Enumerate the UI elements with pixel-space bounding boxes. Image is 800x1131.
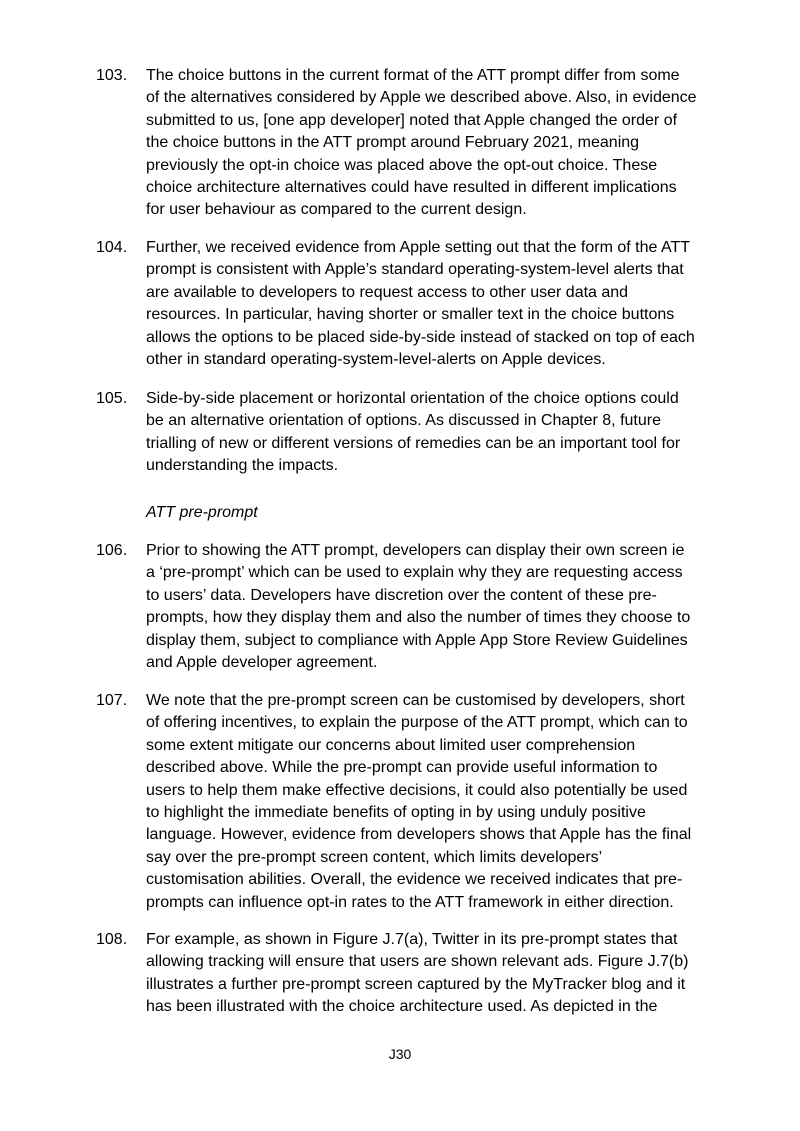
paragraph-line: to users’ data. Developers have discretion over the content of these pre- xyxy=(146,586,657,604)
paragraph-body xyxy=(146,690,691,914)
paragraph-line: say over the pre-prompt screen content, which limits developers’ xyxy=(146,848,603,866)
paragraph-line: some extent mitigate our concerns about limited user comprehension xyxy=(146,736,636,754)
paragraph-number: 104. xyxy=(96,239,128,256)
paragraph-line: a ‘pre-prompt’ which can be used to explain why they are requesting access xyxy=(146,564,683,582)
paragraph-line: allows the options to be placed side-by-side instead of stacked on top of each xyxy=(146,328,695,346)
paragraph-line: users to help them make effective decisions, it could also potentially be used xyxy=(146,781,688,799)
paragraph-line: choice architecture alternatives could have resulted in different implications xyxy=(146,179,677,197)
paragraph-line: be an alternative orientation of options. As discussed in Chapter 8, future xyxy=(146,412,661,430)
paragraph-body xyxy=(146,540,690,674)
paragraph-line: prompts can influence opt-in rates to the ATT framework in either direction. xyxy=(146,893,674,911)
paragraph-number: 105. xyxy=(96,390,128,407)
paragraph-line: of the alternatives considered by Apple we described above. Also, in evidence xyxy=(146,89,697,107)
paragraph-line: display them, subject to compliance with Apple App Store Review Guidelines xyxy=(146,631,688,649)
paragraph-number: 107. xyxy=(96,692,128,709)
paragraph-number: 103. xyxy=(96,67,128,84)
paragraph-line: to highlight the immediate benefits of opting in by using unduly positive xyxy=(146,804,646,822)
paragraph-body xyxy=(146,237,695,371)
paragraph-number: 108. xyxy=(96,931,128,948)
paragraph-number: 106. xyxy=(96,542,128,559)
paragraph-line: resources. In particular, having shorter or smaller text in the choice buttons xyxy=(146,306,675,324)
paragraph-line: submitted to us, [one app developer] noted that Apple changed the order of xyxy=(146,111,678,129)
paragraph-line: Further, we received evidence from Apple setting out that the form of the ATT xyxy=(146,239,690,256)
section-subheading: ATT pre-prompt xyxy=(146,504,258,521)
paragraph-line: illustrates a further pre-prompt screen captured by the MyTracker blog and it xyxy=(146,975,686,993)
paragraph-line: for user behaviour as compared to the current design. xyxy=(146,201,527,219)
paragraph-line: previously the opt-in choice was placed above the opt-out choice. These xyxy=(146,156,658,174)
paragraph-line: and Apple developer agreement. xyxy=(146,654,378,672)
paragraph-line: For example, as shown in Figure J.7(a), Twitter in its pre-prompt states that xyxy=(146,931,678,948)
paragraph-line: allowing tracking will ensure that users are shown relevant ads. Figure J.7(b) xyxy=(146,953,689,971)
paragraph-line: of offering incentives, to explain the purpose of the ATT prompt, which can to xyxy=(146,714,688,732)
paragraph-line: trialling of new or different versions of remedies can be an important tool for xyxy=(146,434,681,452)
paragraph-line: language. However, evidence from developers shows that Apple has the final xyxy=(146,826,692,844)
paragraph-line: understanding the impacts. xyxy=(146,457,339,475)
paragraph-line: has been illustrated with the choice architecture used. As depicted in the xyxy=(146,998,658,1016)
paragraph-body xyxy=(146,65,697,222)
paragraph-line: Side-by-side placement or horizontal orientation of the choice options could xyxy=(146,390,679,407)
paragraph-body xyxy=(146,388,680,478)
paragraph-line: described above. While the pre-prompt can provide useful information to xyxy=(146,759,658,777)
paragraph-body xyxy=(146,929,688,1019)
paragraph-line: are available to developers to request access to other user data and xyxy=(146,283,629,301)
paragraph-line: Prior to showing the ATT prompt, developers can display their own screen ie xyxy=(146,542,685,559)
paragraph-line: prompts, how they display them and also the number of times they choose to xyxy=(146,609,691,627)
paragraph-line: The choice buttons in the current format of the ATT prompt differ from some xyxy=(146,67,680,84)
paragraph-line: customisation abilities. Overall, the evidence we received indicates that pre- xyxy=(146,871,683,889)
paragraph-line: prompt is consistent with Apple’s standard operating-system-level alerts that xyxy=(146,261,684,279)
paragraph-line: other in standard operating-system-level-alerts on Apple devices. xyxy=(146,351,606,369)
paragraph-line: We note that the pre-prompt screen can be customised by developers, short xyxy=(146,692,685,709)
page-number: J30 xyxy=(388,1046,412,1062)
paragraph-line: the choice buttons in the ATT prompt around February 2021, meaning xyxy=(146,134,640,152)
